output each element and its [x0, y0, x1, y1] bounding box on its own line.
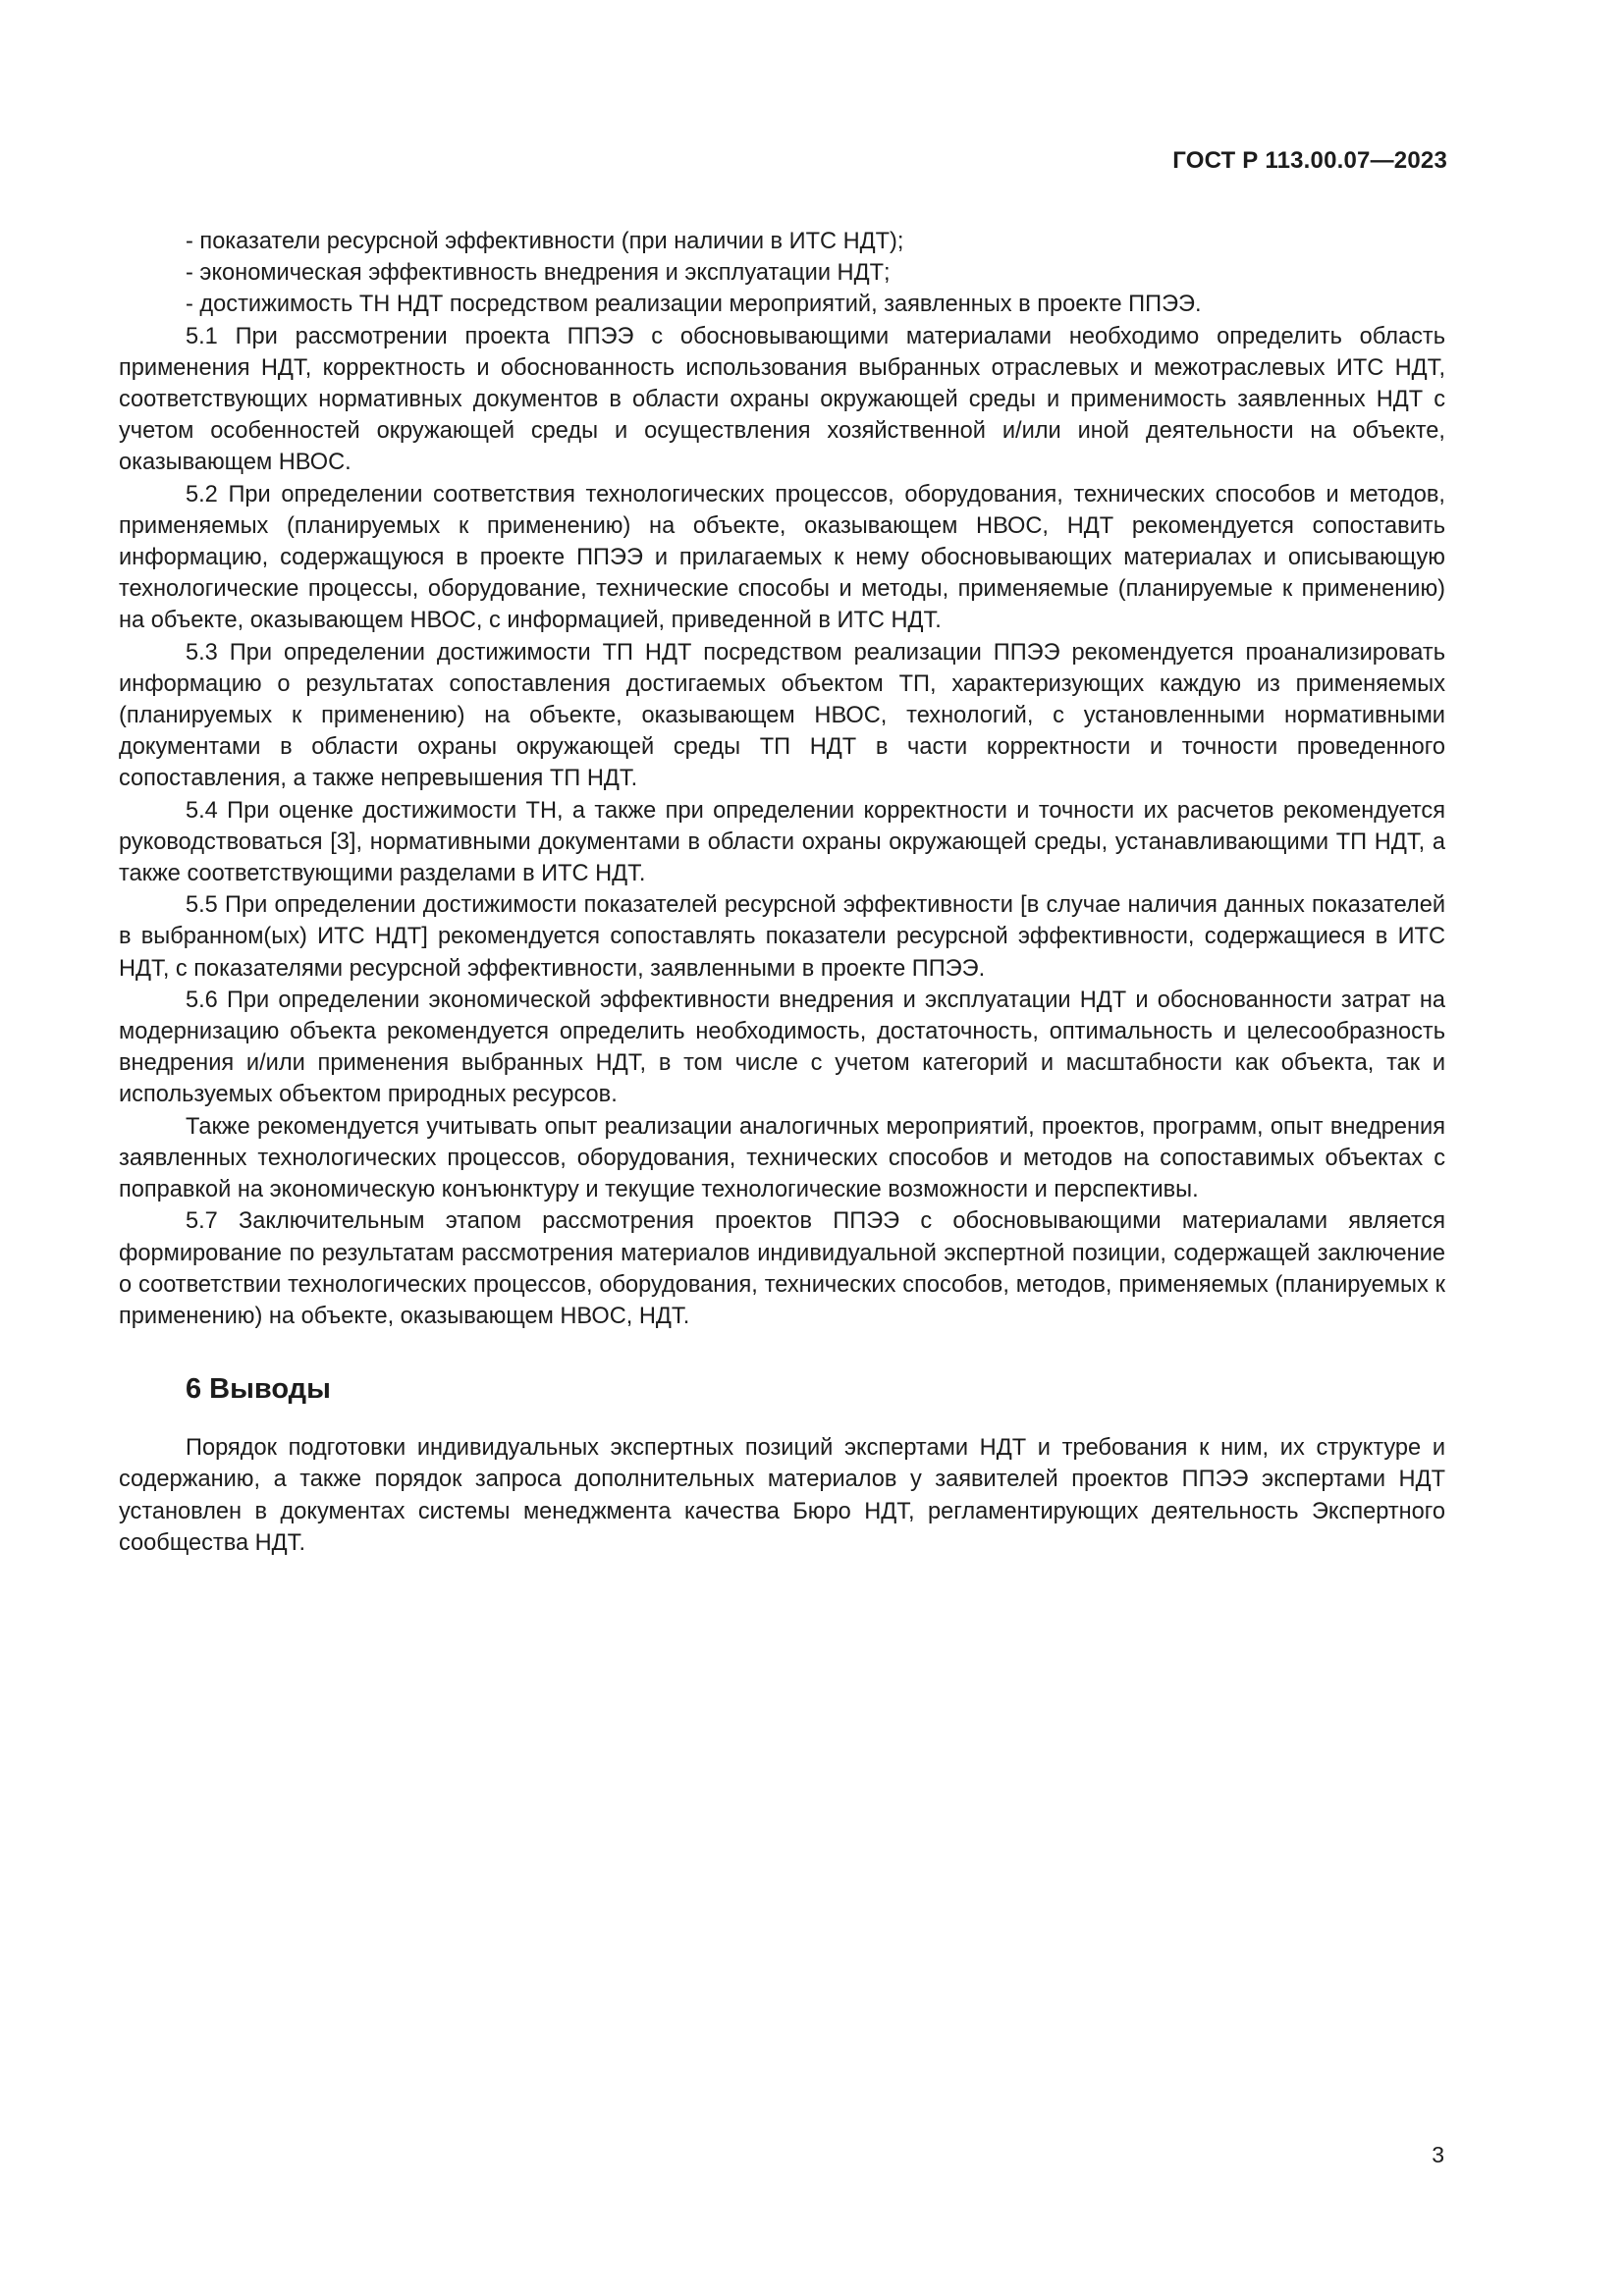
paragraph-5-2: 5.2 При определении соответствия технологических процессов, оборудования, технических способов и методов, применяемых (планируемых к применению) на объекте, оказывающем НВОС, НДТ рекомендуется сопоставить информацию, содержащуюся в проекте ППЭЭ и прилагаемых к нему обосновывающих материалах и описывающую технологические процессы, оборудование, технические способы и методы, применяемые (планируемые к применению) на объекте, оказывающем НВОС, с информацией, приведенной в ИТС НДТ.: [119, 481, 1445, 634]
paragraph-5-5: 5.5 При определении достижимости показателей ресурсной эффективности [в случае наличия данных показателей в выбранном(ых) ИТС НДТ] рекомендуется сопоставлять показатели ресурсной эффективности, содержащиеся в ИТС НДТ, с показателями ресурсной эффективности, заявленными в проекте ППЭЭ.: [119, 892, 1445, 982]
paragraph-5-6-continued: Также рекомендуется учитывать опыт реализации аналогичных мероприятий, проектов, программ, опыт внедрения заявленных технологических процессов, оборудования, технических способов и методов на сопоставимых объектах с поправкой на экономическую конъюнктуру и текущие технологические возможности и перспективы.: [119, 1113, 1445, 1203]
section-6-heading: 6 Выводы: [186, 1373, 331, 1406]
paragraph-5-4: 5.4 При оценке достижимости ТН, а также при определении корректности и точности их расчетов рекомендуется руководствоваться [3], нормативными документами в области охраны окружающей среды, устанавливающими ТП НДТ, а также соответствующими разделами в ИТС НДТ.: [119, 797, 1445, 887]
paragraph-5-1: 5.1 При рассмотрении проекта ППЭЭ с обосновывающими материалами необходимо определить область применения НДТ, корректность и обоснованность использования выбранных отраслевых и межотраслевых ИТС НДТ, соответствующих нормативных документов в области охраны окружающей среды и применимость заявленных НДТ с учетом особенностей окружающей среды и осуществления хозяйственной и/или иной деятельности на объекте, оказывающем НВОС.: [119, 323, 1445, 476]
page-content: [119, 226, 1445, 1559]
paragraph-5-7: 5.7 Заключительным этапом рассмотрения проектов ППЭЭ с обосновывающими материалами является формирование по результатам рассмотрения материалов индивидуальной экспертной позиции, содержащей заключение о соответствии технологических процессов, оборудования, технических способов, методов, применяемых (планируемых к применению) на объекте, оказывающем НВОС, НДТ.: [119, 1208, 1445, 1329]
page-number: 3: [1432, 2142, 1444, 2167]
section-6-paragraph: Порядок подготовки индивидуальных экспертных позиций экспертами НДТ и требования к ним, их структуре и содержанию, а также порядок запроса дополнительных материалов у заявителей проектов ППЭЭ экспертами НДТ установлен в документах системы менеджмента качества Бюро НДТ, регламентирующих деятельность Экспертного сообщества НДТ.: [119, 1435, 1445, 1556]
bullet-item: - достижимость ТН НДТ посредством реализации мероприятий, заявленных в проекте ППЭЭ.: [186, 292, 1202, 318]
bullet-item: - показатели ресурсной эффективности (при наличии в ИТС НДТ);: [186, 229, 904, 254]
paragraph-5-3: 5.3 При определении достижимости ТП НДТ посредством реализации ППЭЭ рекомендуется проанализировать информацию о результатах сопоставления достигаемых объектом ТП, характеризующих каждую из применяемых (планируемых к применению) на объекте, оказывающем НВОС, технологий, с установленными нормативными документами в области охраны окружающей среды ТП НДТ в части корректности и точности проведенного сопоставления, а также непревышения ТП НДТ.: [119, 639, 1445, 792]
paragraph-5-6: 5.6 При определении экономической эффективности внедрения и эксплуатации НДТ и обоснованности затрат на модернизацию объекта рекомендуется определить необходимость, достаточность, оптимальность и целесообразность внедрения и/или применения выбранных НДТ, в том числе с учетом категорий и масштабности как объекта, так и используемых объектом природных ресурсов.: [119, 987, 1445, 1108]
document-code-header: ГОСТ Р 113.00.07—2023: [1172, 147, 1447, 174]
bullet-item: - экономическая эффективность внедрения и эксплуатации НДТ;: [186, 260, 891, 287]
